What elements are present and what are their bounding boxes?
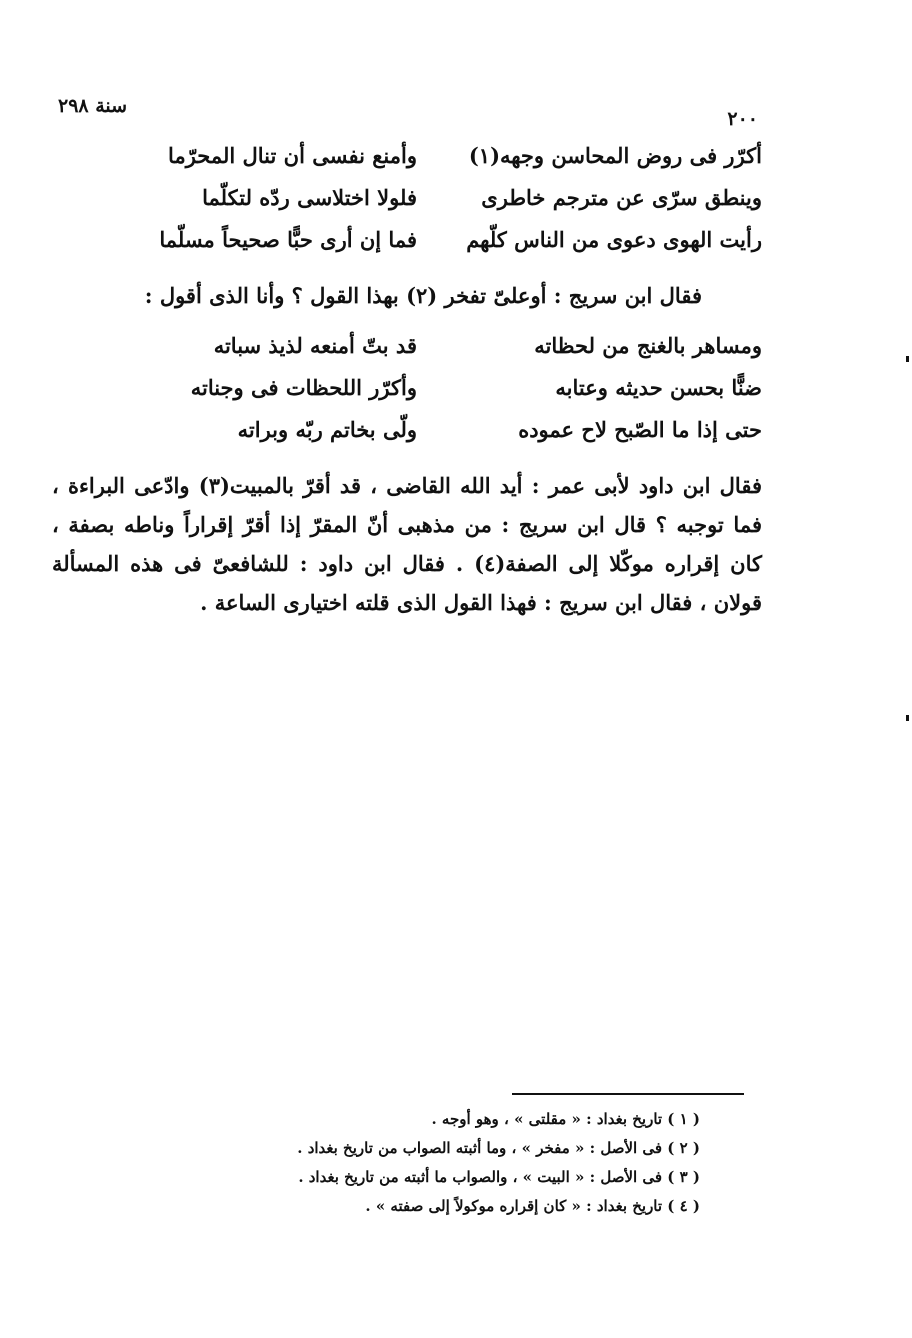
- poem-block-1: [117, 135, 762, 261]
- margin-mark: [906, 715, 909, 721]
- verse-first-hemistich: وينطق سرّى عن مترجم خاطرى: [481, 185, 762, 210]
- footnote-item: ( ٣ ) فى الأصل : « البيت » ، والصواب ما أثبته من تاريخ بغداد .: [298, 1168, 700, 1186]
- verse-first-hemistich: ضنًّا بحسن حديثه وعتابه: [555, 375, 762, 400]
- verse-second-hemistich: وأكرّر اللحظات فى وجناته: [190, 375, 417, 400]
- verse-second-hemistich: فلولا اختلاسى ردّه لتكلّما: [202, 185, 417, 210]
- verse-second-hemistich: فما إن أرى حبًّا صحيحاً مسلّما: [159, 227, 417, 252]
- margin-mark: [906, 356, 909, 362]
- verse-first-hemistich: رأيت الهوى دعوى من الناس كلّهم: [466, 227, 762, 252]
- verse-line: [117, 325, 762, 367]
- verse-second-hemistich: ولّى بخاتم ربّه وبراته: [237, 417, 417, 442]
- verse-first-hemistich: حتى إذا ما الصّبح لاح عموده: [518, 417, 762, 442]
- footnote-item: ( ٢ ) فى الأصل : « مفخر » ، وما أثبته الصواب من تاريخ بغداد .: [297, 1139, 700, 1157]
- verse-second-hemistich: قد بتّ أمنعه لذيذ سباته: [213, 333, 417, 358]
- running-header-year: سنة ٢٩٨: [58, 95, 128, 117]
- verse-second-hemistich: وأمنع نفسى أن تنال المحرّما: [168, 143, 417, 168]
- footnote-item: ( ١ ) تاريخ بغداد : « مقلتى » ، وهو أوجه .: [431, 1110, 700, 1128]
- verse-line: [117, 367, 762, 409]
- body-paragraph: فقال ابن داود لأبى عمر : أيد الله القاضى ، قد أقرّ بالمبيت(٣) وادّعى البراءة ، فما توجبه ؟ قال ابن سريج : من مذهبى أنّ المقرّ إذا أقرّ إقراراً وناطه بصفة ، كان إقراره موكّلا إلى الصفة(٤) . فقال ابن داود : للشافعىّ فى هذه المسألة قولان ، فقال ابن سريج : فهذا القول الذى قلته اختيارى الساعة .: [52, 473, 762, 615]
- page-number: ٢٠٠: [727, 108, 758, 130]
- verse-line: [117, 177, 762, 219]
- verse-line: [117, 409, 762, 451]
- footnote-item: ( ٤ ) تاريخ بغداد : « كان إقراره موكولاً إلى صفته » .: [365, 1197, 700, 1215]
- verse-line: [117, 219, 762, 261]
- poem-block-2: [117, 325, 762, 451]
- verse-line: [117, 135, 762, 177]
- verse-first-hemistich: ومساهر بالغنج من لحظاته: [534, 333, 762, 358]
- prose-intro-line: فقال ابن سريج : أوعلىّ تفخر (٢) بهذا القول ؟ وأنا الذى أقول :: [144, 283, 702, 308]
- footnote-divider: [512, 1093, 744, 1095]
- verse-first-hemistich: أكرّر فى روض المحاسن وجهه(١): [468, 143, 762, 168]
- footnotes: [220, 1105, 700, 1221]
